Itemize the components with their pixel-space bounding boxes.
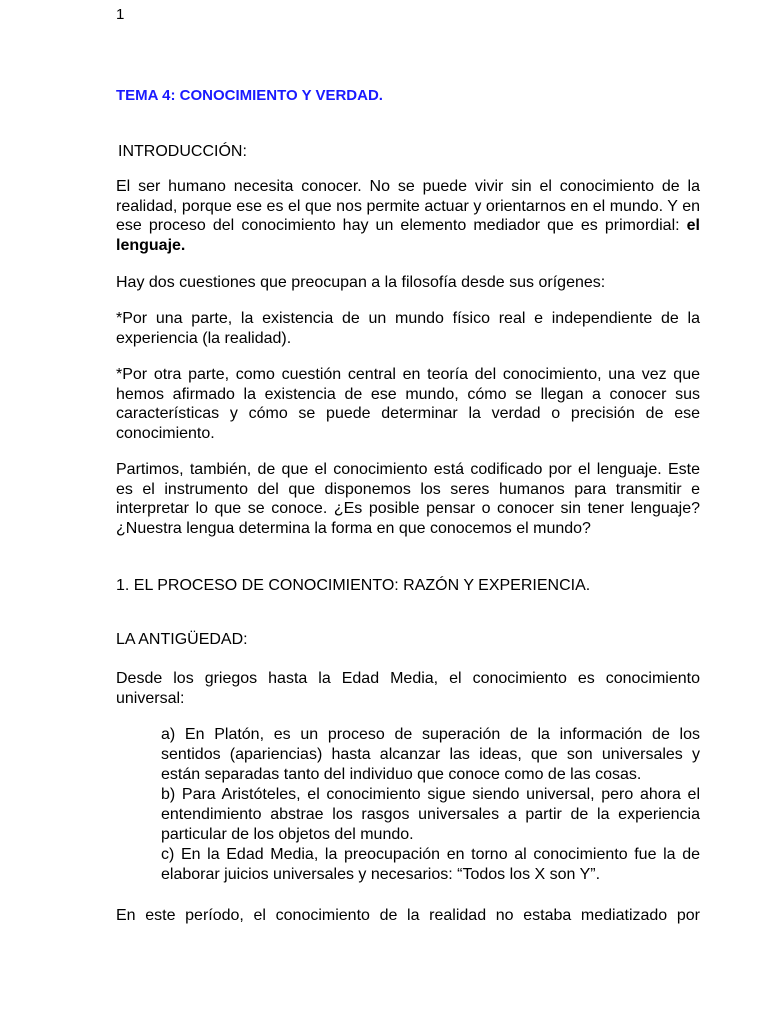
paragraph-1 bbox=[116, 177, 700, 255]
paragraph-6: Desde los griegos hasta la Edad Media, el conocimiento es conocimiento universal: bbox=[116, 670, 700, 707]
document-title: TEMA 4: CONOCIMIENTO Y VERDAD. bbox=[116, 87, 383, 104]
intro-heading: INTRODUCCIÓN: bbox=[118, 143, 247, 160]
subsection-heading: LA ANTIGÜEDAD: bbox=[116, 631, 248, 648]
list-item-a: a) En Platón, es un proceso de superación de la información de los sentidos (apariencias) hasta alcanzar las ideas, que son universales y están separadas tanto del individuo que conoce como de las cosas. bbox=[161, 726, 700, 783]
paragraph-1-bold: el lenguaje. bbox=[116, 217, 700, 254]
paragraph-3: *Por una parte, la existencia de un mundo físico real e independiente de la experiencia (la realidad). bbox=[116, 310, 700, 347]
paragraph-2: Hay dos cuestiones que preocupan a la filosofía desde sus orígenes: bbox=[116, 274, 606, 291]
page-number: 1 bbox=[116, 6, 125, 23]
list-block bbox=[161, 725, 700, 885]
paragraph-1-text: El ser humano necesita conocer. No se puede vivir sin el conocimiento de la realidad, porque ese es el que nos permite actuar y orientarnos en el mundo. Y en ese proceso del conocimiento hay un elemento mediador que es primordial: bbox=[116, 178, 700, 234]
list-item-c: c) En la Edad Media, la preocupación en torno al conocimiento fue la de elaborar juicios universales y necesarios: “Todos los X son Y”. bbox=[161, 846, 700, 883]
paragraph-4: *Por otra parte, como cuestión central en teoría del conocimiento, una vez que hemos afirmado la existencia de ese mundo, cómo se llegan a conocer sus características y cómo se puede determinar la verdad o precisión de ese conocimiento. bbox=[116, 366, 700, 442]
paragraph-5: Partimos, también, de que el conocimiento está codificado por el lenguaje. Este es el instrumento del que disponemos los seres humanos para transmitir e interpretar lo que se conoce. ¿Es posible pensar o conocer sin tener lenguaje?¿Nuestra lengua determina la forma en que conocemos el mundo? bbox=[116, 461, 700, 537]
section-1-heading: 1. EL PROCESO DE CONOCIMIENTO: RAZÓN Y EXPERIENCIA. bbox=[116, 577, 591, 594]
list-item-b: b) Para Aristóteles, el conocimiento sigue siendo universal, pero ahora el entendimiento abstrae los rasgos universales a partir de la experiencia particular de los objetos del mundo. bbox=[161, 786, 700, 843]
paragraph-7: En este período, el conocimiento de la realidad no estaba mediatizado por bbox=[116, 907, 700, 924]
